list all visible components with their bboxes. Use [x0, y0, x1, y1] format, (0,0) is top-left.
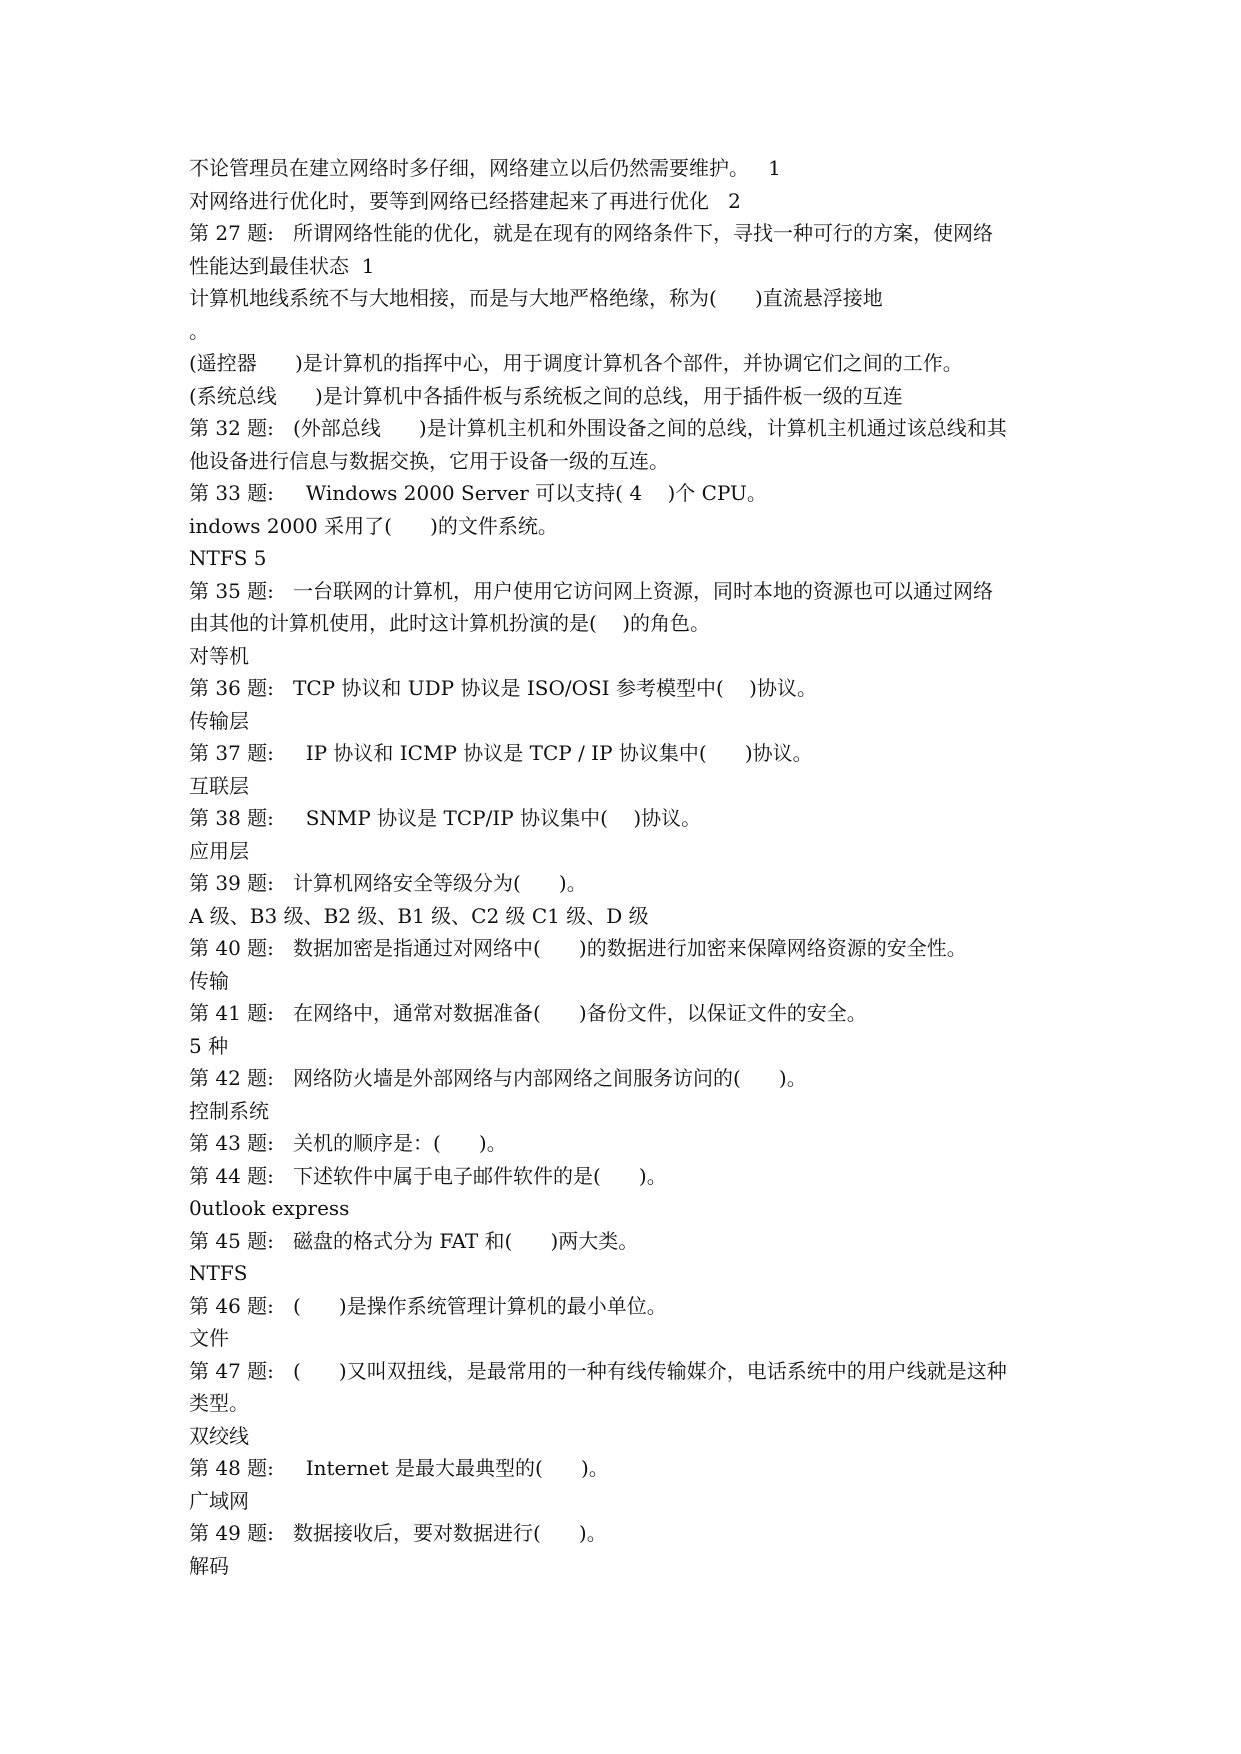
text-line: indows 2000 采用了( )的文件系统。 [189, 513, 558, 538]
text-line: 由其他的计算机使用，此时这计算机扮演的是( )的角色。 [189, 611, 711, 635]
text-line: 第 40 题: 数据加密是指通过对网络中( )的数据进行加密来保障网络资源的安全性。 [189, 936, 967, 960]
text-line: 计算机地线系统不与大地相接，而是与大地严格绝缘，称为( )直流悬浮接地 [189, 286, 883, 310]
text-line: 第 49 题: 数据接收后，要对数据进行( )。 [189, 1521, 607, 1545]
text-line: 互联层 [189, 773, 249, 798]
text-line: 解码 [189, 1553, 229, 1578]
text-line: 0utlook express [189, 1196, 350, 1220]
text-line: 对等机 [189, 643, 249, 668]
text-line: NTFS [189, 1261, 248, 1285]
text-line: 文件 [189, 1326, 229, 1350]
text-line: A 级、B3 级、B2 级、B1 级、C2 级 C1 级、D 级 [189, 903, 649, 928]
text-line: 性能达到最佳状态 1 [189, 253, 375, 278]
text-line: 第 37 题: IP 协议和 ICMP 协议是 TCP / IP 协议集中( )协议。 [189, 741, 813, 765]
text-line: 第 39 题: 计算机网络安全等级分为( )。 [189, 871, 587, 895]
text-line: 对网络进行优化时，要等到网络已经搭建起来了再进行优化 2 [189, 188, 741, 213]
text-line: 第 46 题: ( )是操作系统管理计算机的最小单位。 [189, 1293, 667, 1318]
text-line: 5 种 [189, 1033, 229, 1058]
text-line: 控制系统 [189, 1098, 269, 1123]
text-line: 第 47 题: ( )又叫双扭线，是最常用的一种有线传输媒介，电话系统中的用户线就是这种 [189, 1358, 1007, 1383]
text-line: 双绞线 [189, 1423, 249, 1448]
text-line: 第 38 题: SNMP 协议是 TCP/IP 协议集中( )协议。 [189, 806, 702, 830]
document-body [189, 152, 1069, 1582]
text-line: 第 43 题: 关机的顺序是：( )。 [189, 1131, 507, 1155]
text-line: 应用层 [189, 838, 249, 863]
text-line: NTFS 5 [189, 546, 267, 570]
text-line: 第 27 题: 所谓网络性能的优化，就是在现有的网络条件下，寻找一种可行的方案，使网络 [189, 221, 993, 245]
text-line: 第 42 题: 网络防火墙是外部网络与内部网络之间服务访问的( )。 [189, 1066, 807, 1090]
text-line: (系统总线 )是计算机中各插件板与系统板之间的总线，用于插件板一级的互连 [189, 383, 903, 408]
text-line: 不论管理员在建立网络时多仔细，网络建立以后仍然需要维护。 1 [189, 156, 781, 180]
text-line: 第 35 题: 一台联网的计算机，用户使用它访问网上资源，同时本地的资源也可以通过网络 [189, 578, 993, 603]
text-line: 类型。 [189, 1391, 249, 1415]
text-line: 第 32 题: (外部总线 )是计算机主机和外围设备之间的总线，计算机主机通过该总线和其 [189, 416, 1007, 440]
text-line: 第 48 题: Internet 是最大最典型的( )。 [189, 1456, 609, 1480]
text-line: 他设备进行信息与数据交换，它用于设备一级的互连。 [189, 448, 669, 473]
text-line: 传输层 [189, 708, 249, 733]
text-line: 第 36 题: TCP 协议和 UDP 协议是 ISO/OSI 参考模型中( )协议。 [189, 676, 817, 700]
text-line: 第 41 题: 在网络中，通常对数据准备( )备份文件，以保证文件的安全。 [189, 1001, 867, 1025]
text-line: 广域网 [189, 1488, 249, 1513]
text-line: 。 [189, 318, 209, 343]
text-line: 第 44 题: 下述软件中属于电子邮件软件的是( )。 [189, 1163, 667, 1188]
text-line: 第 33 题: Windows 2000 Server 可以支持( 4 )个 CPU。 [189, 481, 767, 505]
text-line: 传输 [189, 968, 229, 993]
text-line: (遥控器 )是计算机的指挥中心，用于调度计算机各个部件，并协调它们之间的工作。 [189, 351, 963, 375]
text-line: 第 45 题: 磁盘的格式分为 FAT 和( )两大类。 [189, 1228, 639, 1253]
